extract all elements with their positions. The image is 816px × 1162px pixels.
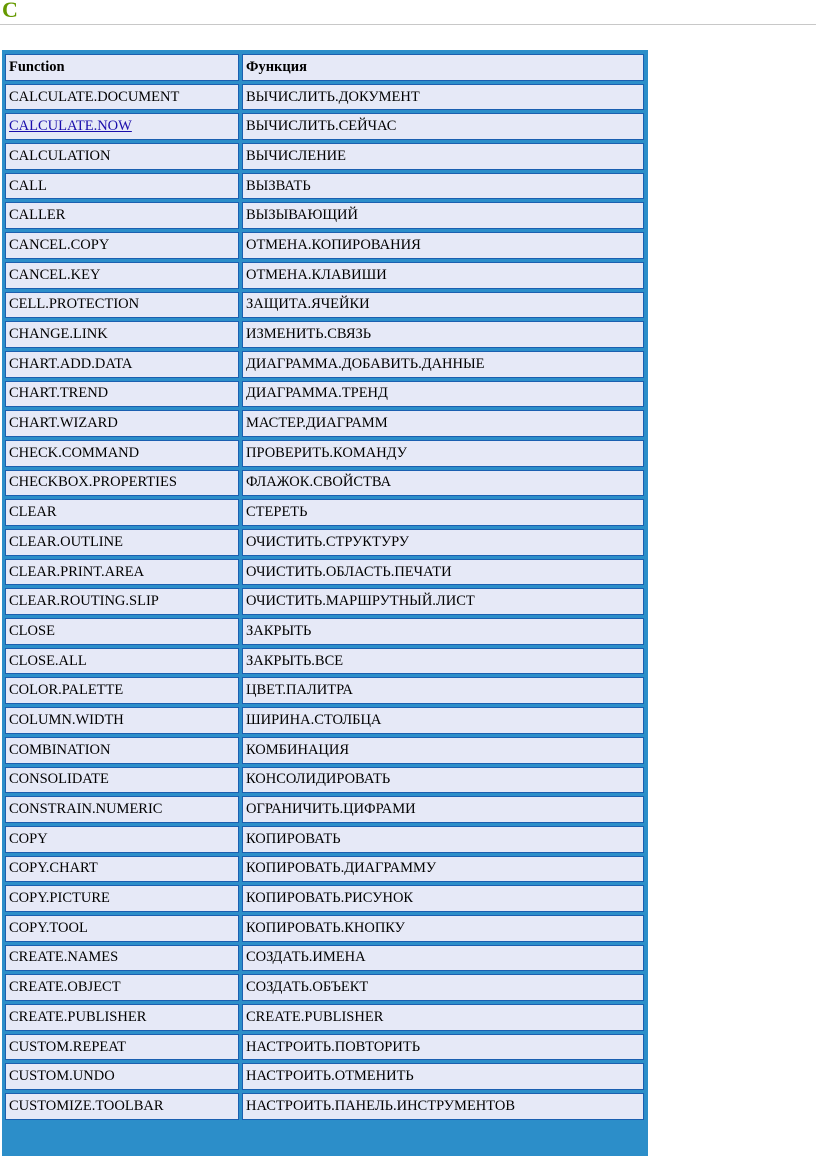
table-row (5, 262, 644, 289)
cell-function-en: COLUMN.WIDTH (5, 707, 239, 734)
cell-function-en: CALCULATION (5, 143, 239, 170)
cell-function-ru: ОЧИСТИТЬ.СТРУКТУРУ (242, 529, 644, 556)
cell-function-ru: КОПИРОВАТЬ.КНОПКУ (242, 915, 644, 942)
cell-function-en: CREATE.PUBLISHER (5, 1004, 239, 1031)
cell-function-en: CLEAR (5, 499, 239, 526)
cell-function-ru: ОЧИСТИТЬ.ОБЛАСТЬ.ПЕЧАТИ (242, 559, 644, 586)
table-row (5, 1004, 644, 1031)
cell-function-ru: НАСТРОИТЬ.ОТМЕНИТЬ (242, 1063, 644, 1090)
cell-function-ru: ОЧИСТИТЬ.МАРШРУТНЫЙ.ЛИСТ (242, 588, 644, 615)
table-row (5, 499, 644, 526)
cell-function-en: COLOR.PALETTE (5, 677, 239, 704)
header-function: Function (5, 54, 239, 81)
cell-function-en: CUSTOMIZE.TOOLBAR (5, 1093, 239, 1120)
table-row (5, 588, 644, 615)
cell-function-ru: ЗАКРЫТЬ (242, 618, 644, 645)
cell-function-en: CONSTRAIN.NUMERIC (5, 796, 239, 823)
cell-function-ru: НАСТРОИТЬ.ПОВТОРИТЬ (242, 1034, 644, 1061)
table-row (5, 529, 644, 556)
cell-function-en: CHART.ADD.DATA (5, 351, 239, 378)
cell-function-en: COPY.CHART (5, 856, 239, 883)
cell-function-ru: ФЛАЖОК.СВОЙСТВА (242, 470, 644, 497)
table-row (5, 796, 644, 823)
cell-function-en: CLEAR.PRINT.AREA (5, 559, 239, 586)
cell-function-en: COPY (5, 826, 239, 853)
cell-function-ru: СТЕРЕТЬ (242, 499, 644, 526)
cell-function-en: CALLER (5, 202, 239, 229)
cell-function-en: CREATE.NAMES (5, 945, 239, 972)
cell-function-en: CALCULATE.DOCUMENT (5, 84, 239, 111)
cell-function-ru: ВЫЗЫВАЮЩИЙ (242, 202, 644, 229)
table-row (5, 677, 644, 704)
table-row (5, 1093, 644, 1120)
cell-function-en: CUSTOM.UNDO (5, 1063, 239, 1090)
table-row (5, 143, 644, 170)
table-row (5, 856, 644, 883)
cell-function-ru: ВЫЗВАТЬ (242, 173, 644, 200)
cell-function-en: CALL (5, 173, 239, 200)
cell-function-ru: ПРОВЕРИТЬ.КОМАНДУ (242, 440, 644, 467)
cell-function-ru: КОМБИНАЦИЯ (242, 737, 644, 764)
cell-function-en: COPY.PICTURE (5, 885, 239, 912)
cell-function-ru: ИЗМЕНИТЬ.СВЯЗЬ (242, 321, 644, 348)
cell-function-en: CHANGE.LINK (5, 321, 239, 348)
table-row (5, 470, 644, 497)
horizontal-rule (0, 24, 816, 25)
table-row (5, 1034, 644, 1061)
cell-function-en: COMBINATION (5, 737, 239, 764)
cell-function-ru: ДИАГРАММА.ДОБАВИТЬ.ДАННЫЕ (242, 351, 644, 378)
cell-function-ru: ШИРИНА.СТОЛБЦА (242, 707, 644, 734)
function-translation-table (2, 51, 647, 1123)
cell-function-en: CELL.PROTECTION (5, 292, 239, 319)
cell-function-en: CLEAR.ROUTING.SLIP (5, 588, 239, 615)
cell-function-ru: ВЫЧИСЛИТЬ.СЕЙЧАС (242, 113, 644, 140)
table-row (5, 381, 644, 408)
cell-function-ru: ОГРАНИЧИТЬ.ЦИФРАМИ (242, 796, 644, 823)
table-row (5, 321, 644, 348)
cell-function-ru: ОТМЕНА.КЛАВИШИ (242, 262, 644, 289)
cell-function-en: CONSOLIDATE (5, 767, 239, 794)
cell-function-en: CLOSE.ALL (5, 648, 239, 675)
table-row (5, 232, 644, 259)
table-row (5, 648, 644, 675)
table-row (5, 707, 644, 734)
table-row (5, 351, 644, 378)
cell-function-ru: КОПИРОВАТЬ.ДИАГРАММУ (242, 856, 644, 883)
cell-function-ru: НАСТРОИТЬ.ПАНЕЛЬ.ИНСТРУМЕНТОВ (242, 1093, 644, 1120)
table-row (5, 974, 644, 1001)
cell-function-ru: CREATE.PUBLISHER (242, 1004, 644, 1031)
table-row (5, 410, 644, 437)
table-row (5, 84, 644, 111)
table-row (5, 202, 644, 229)
cell-function-en: CHECK.COMMAND (5, 440, 239, 467)
cell-function-ru: ЗАЩИТА.ЯЧЕЙКИ (242, 292, 644, 319)
table-row (5, 945, 644, 972)
cell-function-en: CREATE.OBJECT (5, 974, 239, 1001)
table-row (5, 292, 644, 319)
table-header-row (5, 54, 644, 81)
cell-function-ru: ВЫЧИСЛИТЬ.ДОКУМЕНТ (242, 84, 644, 111)
cell-function-en[interactable] (5, 113, 239, 140)
cell-function-ru: ЗАКРЫТЬ.ВСЕ (242, 648, 644, 675)
table-row (5, 915, 644, 942)
cell-function-en: CANCEL.COPY (5, 232, 239, 259)
table-row (5, 767, 644, 794)
section-letter-heading: C (2, 0, 18, 22)
cell-function-ru: КОНСОЛИДИРОВАТЬ (242, 767, 644, 794)
table-row (5, 440, 644, 467)
cell-function-ru: ОТМЕНА.КОПИРОВАНИЯ (242, 232, 644, 259)
cell-function-ru: КОПИРОВАТЬ.РИСУНОК (242, 885, 644, 912)
cell-function-en: CUSTOM.REPEAT (5, 1034, 239, 1061)
cell-function-ru: МАСТЕР.ДИАГРАММ (242, 410, 644, 437)
header-funktsiya: Функция (242, 54, 644, 81)
table-row (5, 885, 644, 912)
cell-function-ru: КОПИРОВАТЬ (242, 826, 644, 853)
table-row (5, 173, 644, 200)
cell-function-en: CLOSE (5, 618, 239, 645)
cell-function-en: CANCEL.KEY (5, 262, 239, 289)
cell-function-ru: СОЗДАТЬ.ИМЕНА (242, 945, 644, 972)
function-link[interactable]: CALCULATE.NOW (9, 118, 132, 135)
table-row (5, 737, 644, 764)
cell-function-en: CLEAR.OUTLINE (5, 529, 239, 556)
cell-function-en: CHECKBOX.PROPERTIES (5, 470, 239, 497)
table-row (5, 1063, 644, 1090)
function-table-frame (2, 50, 648, 1156)
table-row (5, 559, 644, 586)
table-row (5, 826, 644, 853)
cell-function-en: COPY.TOOL (5, 915, 239, 942)
cell-function-ru: СОЗДАТЬ.ОБЪЕКТ (242, 974, 644, 1001)
cell-function-en: CHART.TREND (5, 381, 239, 408)
cell-function-en: CHART.WIZARD (5, 410, 239, 437)
cell-function-ru: ЦВЕТ.ПАЛИТРА (242, 677, 644, 704)
cell-function-ru: ВЫЧИСЛЕНИЕ (242, 143, 644, 170)
cell-function-ru: ДИАГРАММА.ТРЕНД (242, 381, 644, 408)
table-row (5, 113, 644, 140)
table-row (5, 618, 644, 645)
